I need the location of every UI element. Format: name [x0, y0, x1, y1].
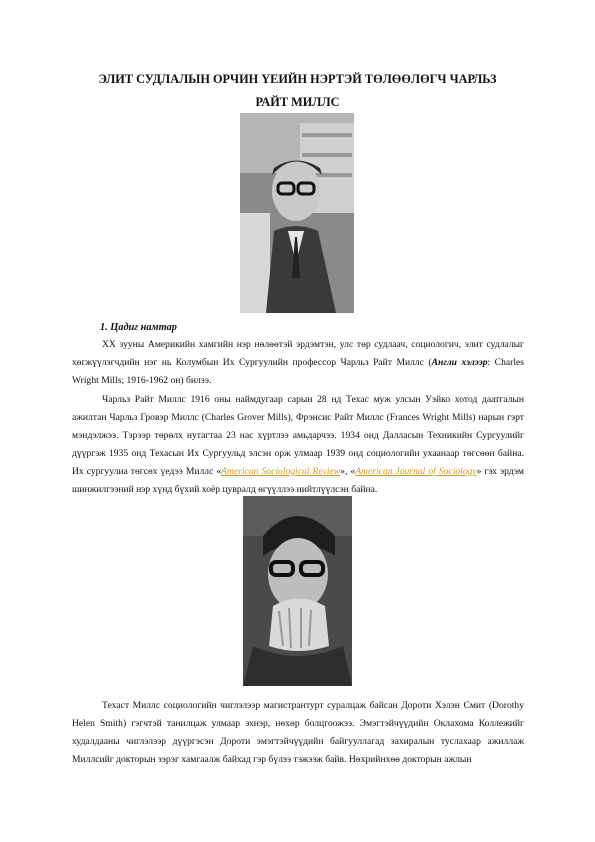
- paragraph-1-text: XX зууны Америкийн хамгийн нэр нөлөөтэй эрдэмтэн, улс төр судлаач, социологич, элит судлалыг хөгжүүлэгчдийн нэг нь Колумбын Их Сургуулийн профессор Чарльз Райт Миллс (: [72, 339, 524, 368]
- portrait-photo-1: [240, 113, 354, 313]
- portrait-photo-2: [243, 496, 352, 686]
- section-heading: 1. Цадиг намтар: [100, 322, 177, 333]
- paragraph-1-end: : Charles Wright Mills; 1916-1962 он) билээ.: [72, 357, 524, 386]
- title-line-1: ЭЛИТ СУДЛАЛЫН ОРЧИН ҮЕИЙН НЭРТЭЙ ТӨЛӨӨЛӨГЧ ЧАРЛЬЗ: [98, 72, 497, 86]
- paragraph-1: [72, 336, 524, 390]
- paragraph-3: [72, 697, 524, 769]
- paragraph-2-mid: », «: [340, 466, 356, 477]
- paragraph-3-text: Техаст Миллс социологийн чиглэлээр магистрантурт суралцаж байсан Дороти Хэлэн Смит (Dorothy Helen Smith) гэгчтэй танилцаж улмаар эхнэр, нөхөр болцгоожээ. Эмэгтэйчүүдийн Оклахома Коллежийг худалдааны чиглэлээр дүүргэсэн Дороти эмэгтэйчүүдийн байгууллагад захиралын туслахаар ажиллаж Миллсийг докторын зэрэг хамгаалж байхад гэр бүлээ тэжээж байв. Нөхрийнхөө докторын ажлын: [72, 700, 524, 765]
- paragraph-1-italic: Англи хэлээр: [431, 357, 488, 368]
- paragraph-2: [72, 391, 524, 499]
- link-american-sociological-review[interactable]: American Sociological Review: [221, 466, 341, 477]
- paragraph-2-text: Чарльз Райт Миллс 1916 оны наймдугаар сарын 28 нд Техас муж улсын Уэйко хотод даатгалын ажилтан Чарльз Гровэр Миллс (Charles Grover Mills), Фрэнсис Райт Миллс (Frances Wright Mills) нарын гэрт мэндэлжээ. Тэрээр төрөлх нутагтаа 23 нас хүртлээ амьдарчээ. 1934 онд Далласын Техникийн Сургуулийг дүүргэж 1935 онд Техасын Их Сургуульд элсэн орж улмаар 1939 онд социологийн ухаанаар төгсөөн байна. Их сургуулиа төгсөх үедээ Миллс «: [72, 394, 524, 477]
- document-title: [60, 68, 535, 114]
- paragraph-2-end: » гэх эрдэм шинжилгээний нэр хүнд бүхий хоёр цувралд өгүүллээ нийтлүүлсэн байна.: [72, 466, 524, 495]
- link-american-journal-of-sociology[interactable]: American Journal of Sociology: [355, 466, 477, 477]
- title-line-2: РАЙТ МИЛЛС: [255, 95, 340, 109]
